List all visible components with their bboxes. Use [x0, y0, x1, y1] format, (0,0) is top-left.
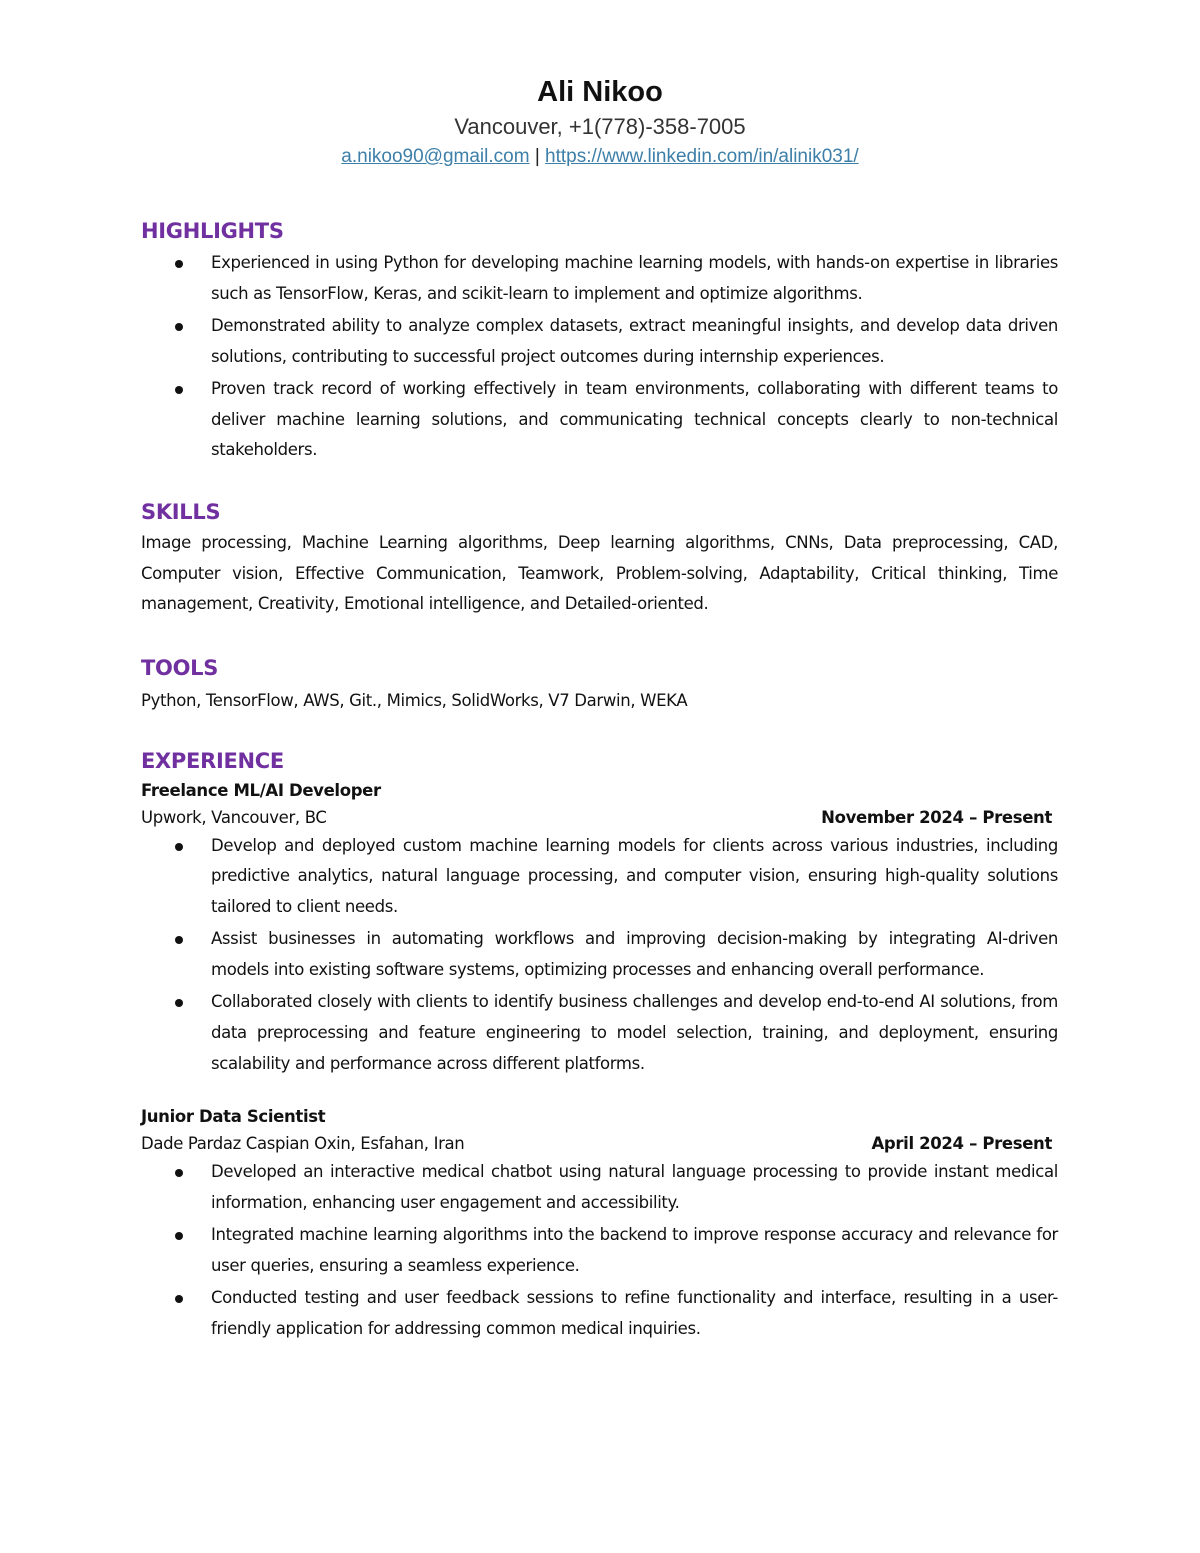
list-item: Demonstrated ability to analyze complex datasets, extract meaningful insights, and develop data driven solutions, contributing to successful project outcomes during internship experiences.: [141, 311, 1058, 372]
job-company: Dade Pardaz Caspian Oxin, Esfahan, Iran: [141, 1134, 465, 1154]
location-phone: Vancouver, +1(778)-358-7005: [454, 114, 746, 139]
link-separator: |: [534, 146, 540, 167]
job-title: Junior Data Scientist: [141, 1107, 326, 1127]
tools-section: [141, 654, 1058, 717]
job-meta: [141, 1130, 1058, 1157]
tools-text: Python, TensorFlow, AWS, Git., Mimics, SolidWorks, V7 Darwin, WEKA: [141, 691, 688, 711]
list-item: Experienced in using Python for developing machine learning models, with hands-on expertise in libraries such as TensorFlow, Keras, and scikit-learn to implement and optimize algorithms.: [141, 248, 1058, 309]
list-item: Collaborated closely with clients to identify business challenges and develop end-to-end AI solutions, from data preprocessing and feature engineering to model selection, training, and deployment, ensuring scalability and performance across different platforms.: [141, 987, 1058, 1079]
job-entry: [141, 1103, 1058, 1344]
bullet-icon: [175, 386, 183, 394]
bullet-icon: [175, 323, 183, 331]
bullet-icon: [175, 1169, 183, 1177]
job-meta: [141, 804, 1058, 831]
job-entry: [141, 777, 1058, 1080]
job-title: Freelance ML/AI Developer: [141, 780, 381, 800]
list-item: Develop and deployed custom machine learning models for clients across various industries, including predictive analytics, natural language processing, and computer vision, ensuring high-quality solutions tailored to client needs.: [141, 831, 1058, 923]
bullet-icon: [175, 1295, 183, 1303]
job-bullets: [141, 1157, 1058, 1344]
experience-section: [141, 747, 1058, 1345]
skills-title: SKILLS: [141, 499, 221, 524]
bullet-icon: [175, 1232, 183, 1240]
list-item: Integrated machine learning algorithms into the backend to improve response accuracy and relevance for user queries, ensuring a seamless experience.: [141, 1220, 1058, 1281]
experience-title: EXPERIENCE: [141, 748, 284, 773]
list-item: Assist businesses in automating workflows and improving decision-making by integrating AI-driven models into existing software systems, optimizing processes and enhancing overall performance.: [141, 924, 1058, 985]
highlights-section: [141, 217, 1058, 466]
email-link[interactable]: a.nikoo90@gmail.com: [341, 146, 530, 167]
resume-header: [0, 70, 1200, 172]
highlights-title: HIGHLIGHTS: [141, 219, 284, 243]
list-item: Developed an interactive medical chatbot using natural language processing to provide instant medical information, enhancing user engagement and accessibility.: [141, 1157, 1058, 1218]
linkedin-link[interactable]: https://www.linkedin.com/in/alinik031/: [545, 146, 859, 167]
list-item: Conducted testing and user feedback sessions to refine functionality and interface, resulting in a user-friendly application for addressing common medical inquiries.: [141, 1283, 1058, 1344]
list-item: Proven track record of working effectively in team environments, collaborating with different teams to deliver machine learning solutions, and communicating technical concepts clearly to non-technical stakeholders.: [141, 374, 1058, 466]
candidate-name: Ali Nikoo: [537, 76, 663, 108]
skills-section: [141, 498, 1058, 620]
tools-title: TOOLS: [141, 656, 219, 681]
highlights-list: [141, 248, 1058, 466]
job-bullets: [141, 831, 1058, 1080]
job-company: Upwork, Vancouver, BC: [141, 807, 327, 827]
bullet-icon: [175, 843, 183, 851]
contact-links: [0, 142, 1200, 172]
bullet-icon: [175, 260, 183, 268]
bullet-icon: [175, 999, 183, 1007]
job-dates: April 2024 – Present: [871, 1134, 1052, 1154]
resume-page: [141, 70, 1058, 1346]
skills-text: Image processing, Machine Learning algorithms, Deep learning algorithms, CNNs, Data preprocessing, CAD, Computer vision, Effective Communication, Teamwork, Problem-solving, Adaptability, Critical thinking, Time management, Creativity, Emotional intelligence, and Detailed-oriented.: [141, 532, 1058, 614]
bullet-icon: [175, 936, 183, 944]
job-dates: November 2024 – Present: [821, 807, 1052, 827]
